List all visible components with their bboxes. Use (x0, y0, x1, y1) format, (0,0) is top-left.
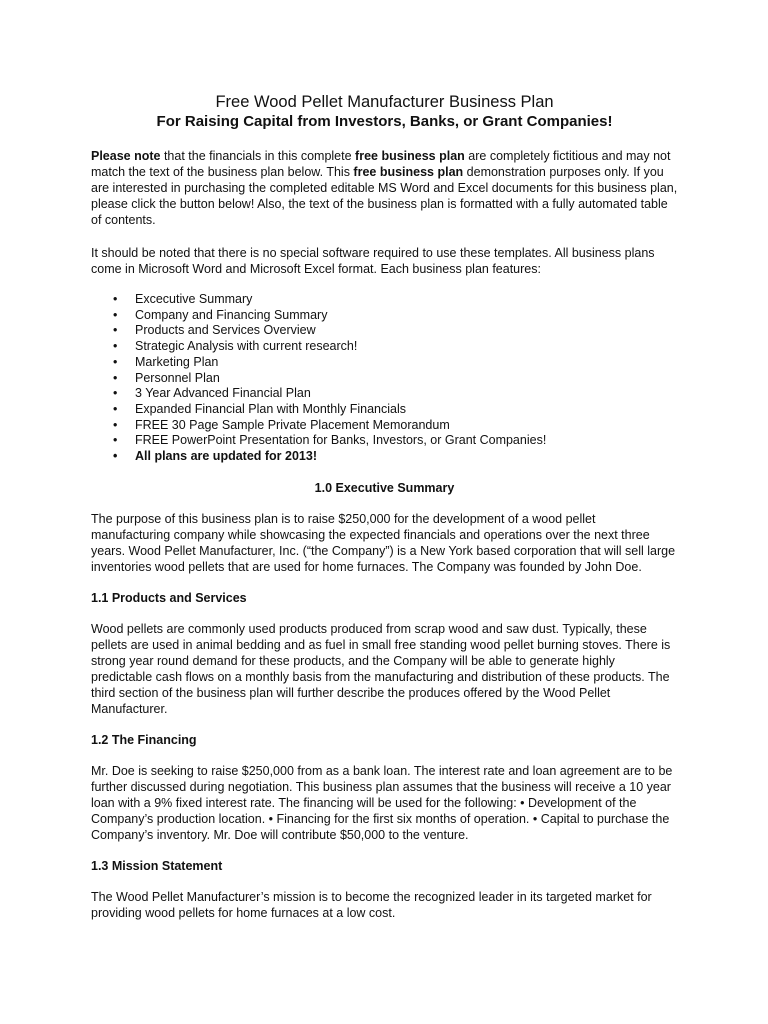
note-paragraph (91, 148, 678, 228)
feature-label: 3 Year Advanced Financial Plan (135, 386, 311, 401)
intro-paragraph: It should be noted that there is no special software required to use these templates. All business plans come in Microsoft Word and Microsoft Excel format. Each business plan features: (91, 246, 655, 276)
financing-heading: 1.2 The Financing (91, 732, 197, 747)
feature-list-item (113, 386, 678, 402)
feature-label: Personnel Plan (135, 370, 220, 385)
feature-list-item (113, 308, 678, 324)
products-services-heading: 1.1 Products and Services (91, 590, 247, 605)
mission-statement-text: The Wood Pellet Manufacturer’s mission is to become the recognized leader in its targeted market for providing wood pellets for home furnaces at a low cost. (91, 889, 652, 920)
feature-label: FREE 30 Page Sample Private Placement Memorandum (135, 417, 450, 432)
document-subtitle: For Raising Capital from Investors, Banks, or Grant Companies! (156, 113, 613, 130)
executive-summary-heading: 1.0 Executive Summary (314, 480, 455, 495)
feature-list-item (113, 418, 678, 434)
feature-list-item (113, 449, 678, 465)
feature-label: Excecutive Summary (135, 292, 253, 306)
feature-list-item (113, 323, 678, 339)
bullet-icon: • (113, 401, 118, 416)
feature-label: Company and Financing Summary (135, 307, 328, 322)
feature-list-item (113, 371, 678, 387)
note-lead: Please note (91, 149, 161, 163)
bullet-icon: • (113, 323, 118, 338)
feature-label: Products and Services Overview (135, 323, 316, 338)
feature-list-item (113, 292, 678, 308)
bullet-icon: • (113, 354, 118, 369)
feature-list-item (113, 355, 678, 371)
feature-label: FREE PowerPoint Presentation for Banks, Investors, or Grant Companies! (135, 433, 547, 448)
feature-label: Marketing Plan (135, 354, 219, 369)
products-services-text: Wood pellets are commonly used products produced from scrap wood and saw dust. Typically, these pellets are used in animal bedding and as fuel in small free standing wood pellet burning stoves. There is strong year round demand for these products, and the Company will be able to generate highly predictable cash flows on a monthly basis from the manufacturing and distribution of these products. The third section of the business plan will further describe the produces offered by the Wood Pellet Manufacturer. (91, 621, 671, 716)
features-list (91, 292, 678, 465)
feature-label: Strategic Analysis with current research! (135, 339, 358, 354)
executive-summary-text: The purpose of this business plan is to raise $250,000 for the development of a wood pellet manufacturing company while showcasing the expected financials and operations over the next three years. Wood Pellet Manufacturer, Inc. (“the Company”) is a New York based corporation that will sell large inventories wood pellets that are used for home furnaces. The Company was founded by John Doe. (91, 511, 676, 574)
bullet-icon: • (113, 370, 118, 385)
note-text-3: demonstration purposes only. If you are interested in purchasing the completed editable MS Word and Excel documents for this business plan, please click the button below! Also, the text of the business plan is formatted with a fully automated table of contents. (91, 165, 678, 227)
financing-text: Mr. Doe is seeking to raise $250,000 from as a bank loan. The interest rate and loan agreement are to be further discussed during negotiation. This business plan assumes that the business will receive a 10 year loan with a 9% fixed interest rate. The financing will be used for the following: • Development of the Company’s production location. • Financing for the first six months of operation. • Capital to purchase the Company’s inventory. Mr. Doe will contribute $50,000 to the venture. (91, 763, 673, 842)
note-text-2: are completely fictitious and may not match the text of the business plan below. This (91, 149, 671, 179)
feature-list-item (113, 433, 678, 449)
feature-list-item (113, 402, 678, 418)
bullet-icon: • (113, 386, 118, 401)
note-bold-1: free business plan (355, 149, 465, 163)
bullet-icon: • (113, 292, 118, 306)
bullet-icon: • (113, 417, 118, 432)
bullet-icon: • (113, 339, 118, 354)
bullet-icon: • (113, 433, 118, 448)
feature-label: All plans are updated for 2013! (135, 449, 317, 464)
feature-list-item (113, 339, 678, 355)
mission-statement-heading: 1.3 Mission Statement (91, 858, 223, 873)
note-text-1: that the financials in this complete (160, 149, 356, 163)
note-bold-2: free business plan (353, 165, 464, 179)
document-title: Free Wood Pellet Manufacturer Business Plan (215, 93, 554, 111)
bullet-icon: • (113, 307, 118, 322)
bullet-icon: • (113, 449, 118, 464)
feature-label: Expanded Financial Plan with Monthly Financials (135, 401, 406, 416)
